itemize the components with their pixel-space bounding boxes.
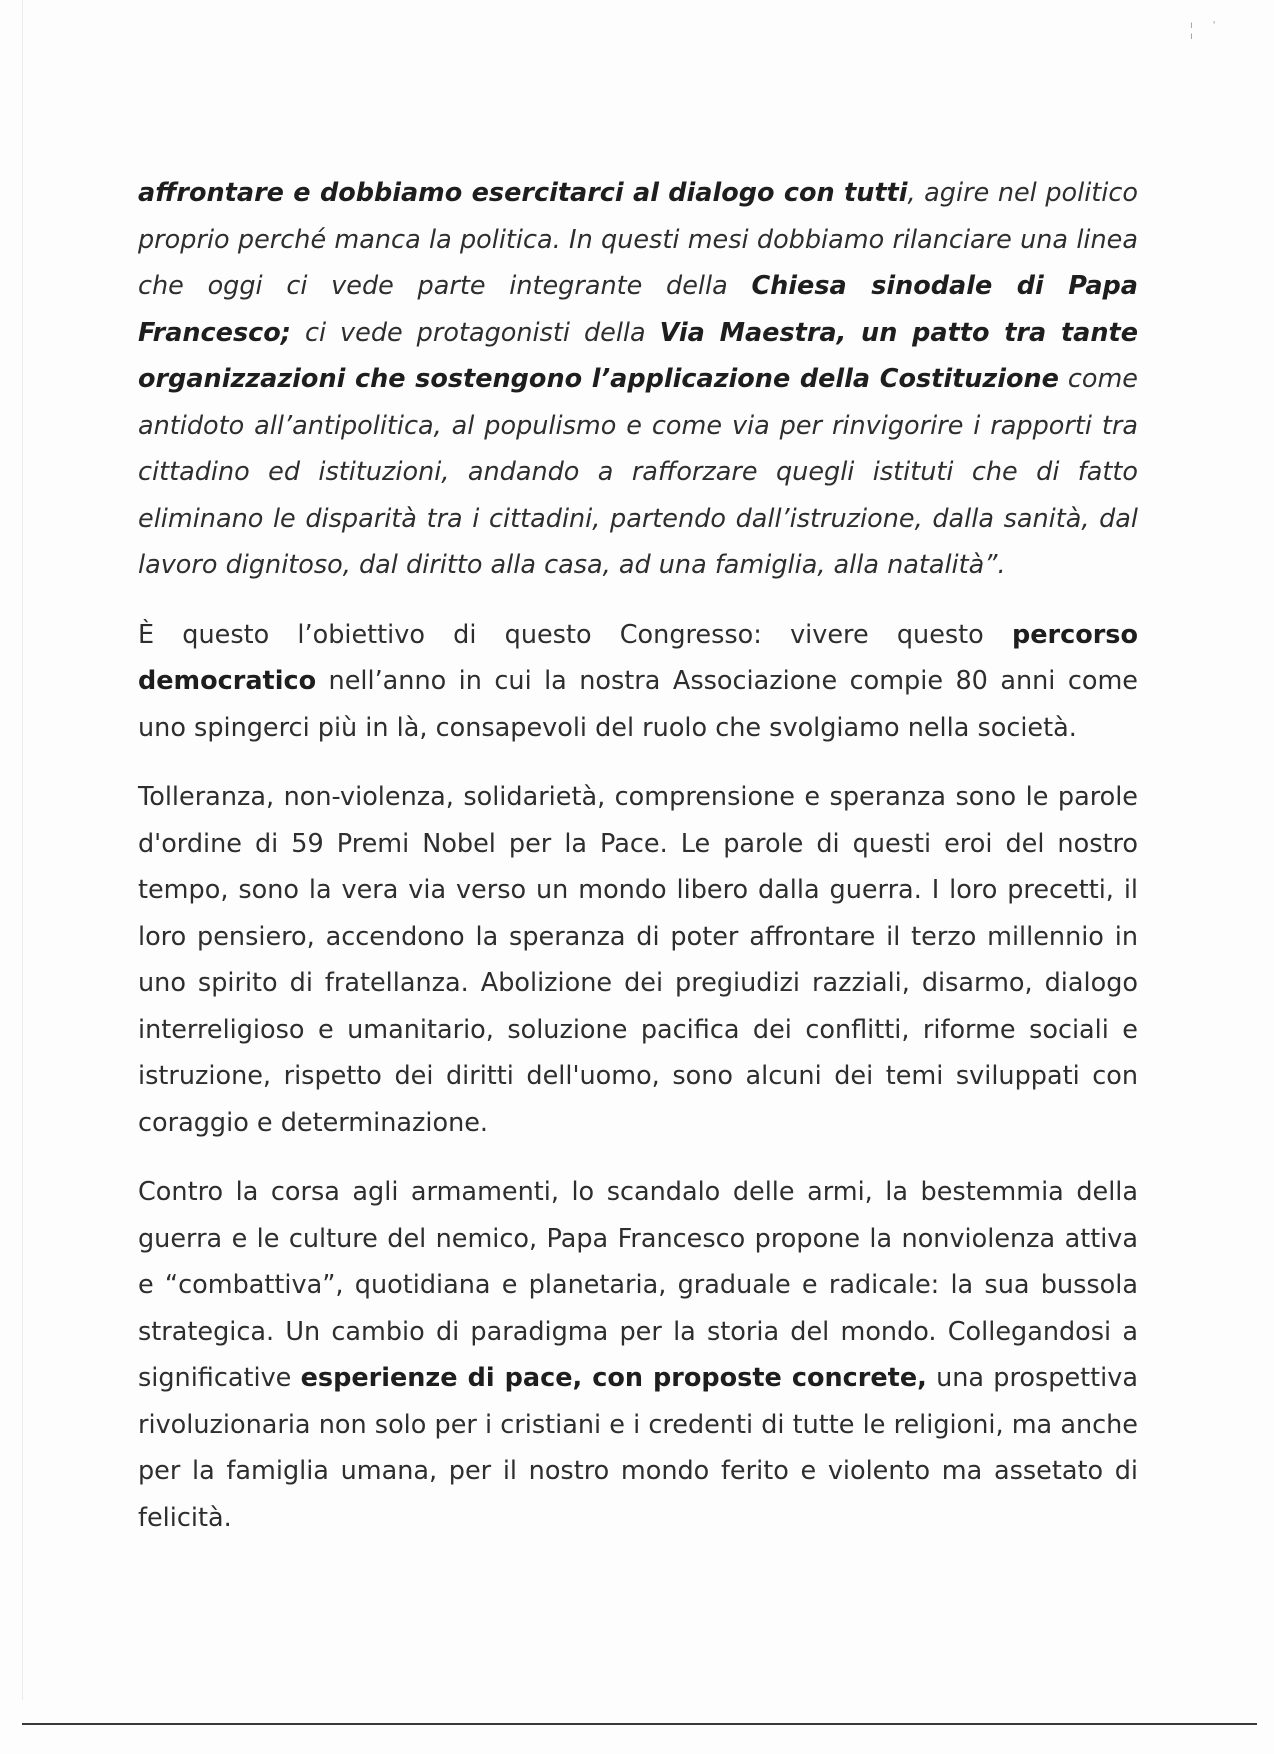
- bold-text-segment: Via Maestra, un patto tra tante organizzazioni che sostengono l’applicazione della Costituzione: [138, 317, 1138, 394]
- text-segment: nell’anno in cui la nostra Associazione compie 80 anni come uno spingerci più in là, consapevoli del ruolo che svolgiamo nella società.: [138, 666, 1138, 743]
- text-segment: Contro la corsa agli armamenti, lo scandalo delle armi, la bestemmia della guerra e le culture del nemico, Papa Francesco propone la nonviolenza attiva e “combattiva”, quotidiana e planetaria, graduale e radicale: la sua bussola strategica. Un cambio di paradigma per la storia del mondo. Collegandosi a significative: [138, 1177, 1138, 1393]
- document-body: [138, 170, 1138, 1564]
- text-segment: come antidoto all’antipolitica, al populismo e come via per rinvigorire i rapporti tra cittadino ed istituzioni, andando a rafforzare quegli istituti che di fatto eliminano le disparità tra i cittadini, partendo dall’istruzione, dalla sanità, dal lavoro dignitoso, dal diritto alla casa, ad una famiglia, alla natalità”.: [138, 364, 1138, 580]
- scan-edge-line: [22, 0, 23, 1700]
- bold-text-segment: percorso democratico: [138, 619, 1138, 696]
- paragraph-2: [138, 612, 1138, 752]
- footer-rule: [22, 1723, 1257, 1725]
- paragraph-3: [138, 774, 1138, 1146]
- text-segment: ci vede protagonisti della: [290, 317, 660, 348]
- bold-text-segment: Chiesa sinodale di Papa Francesco;: [138, 271, 1138, 348]
- text-segment: una prospettiva rivoluzionaria non solo per i cristiani e i credenti di tutte le religioni, ma anche per la famiglia umana, per il nostro mondo ferito e violento ma assetato di felicità.: [138, 1363, 1138, 1533]
- text-segment: È questo l’obiettivo di questo Congresso: vivere questo: [138, 619, 1012, 650]
- bold-text-segment: esperienze di pace, con proposte concrete,: [300, 1363, 927, 1393]
- text-segment: Tolleranza, non-violenza, solidarietà, comprensione e speranza sono le parole d'ordine di 59 Premi Nobel per la Pace. Le parole di questi eroi del nostro tempo, sono la vera via verso un mondo libero dalla guerra. I loro precetti, il loro pensiero, accendono la speranza di poter affrontare il terzo millennio in uno spirito di fratellanza. Abolizione dei pregiudizi razziali, disarmo, dialogo interreligioso e umanitario, soluzione pacifica dei conflitti, riforme sociali e istruzione, rispetto dei diritti dell'uomo, sono alcuni dei temi sviluppati con coraggio e determinazione.: [138, 782, 1138, 1138]
- paragraph-1: [138, 170, 1138, 589]
- text-segment: , agire nel politico proprio perché manca la politica. In questi mesi dobbiamo rilanciare una linea che oggi ci vede parte integrante della: [138, 178, 1139, 301]
- scan-corner-mark: ı' ı: [1190, 20, 1236, 42]
- paragraph-4: [138, 1169, 1138, 1541]
- bold-text-segment: affrontare e dobbiamo esercitarci al dialogo con tutti: [138, 178, 908, 208]
